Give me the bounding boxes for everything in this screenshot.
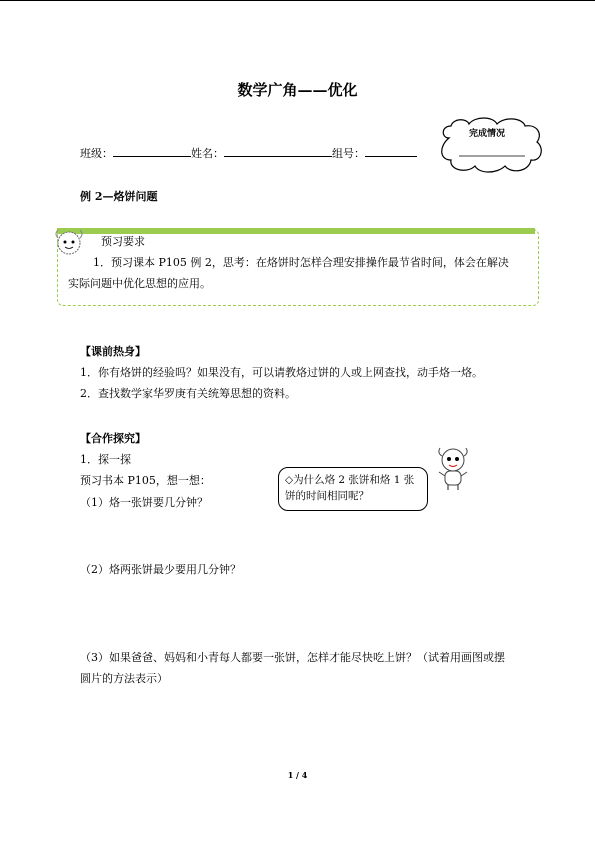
preview-line2: 实际问题中优化思想的应用。 <box>68 277 211 290</box>
top-rule <box>0 0 595 1</box>
explore-intro: 预习书本 P105，想一想： <box>80 474 211 487</box>
warmup-heading: 【课前热身】 <box>80 345 146 358</box>
page-number: 1 / 4 <box>287 770 308 780</box>
name-field[interactable] <box>224 145 332 157</box>
completion-label: 完成情况 <box>469 129 506 139</box>
class-label: 班级： <box>80 147 113 160</box>
warmup-item2: 2．查找数学家华罗庚有关统筹思想的资料。 <box>80 387 296 400</box>
sheep-mascot <box>435 446 471 495</box>
group-field[interactable] <box>365 145 417 157</box>
preview-line1: 1．预习课本 P105 例 2，思考：在烙饼时怎样合理安排操作最节省时间，体会在解决 <box>93 256 509 269</box>
page-title: 数学广角——优化 <box>237 81 358 99</box>
question-3-line1: （3）如果爸爸、妈妈和小青每人都要一张饼，怎样才能尽快吃上饼？（试着用画图或摆 <box>80 651 505 664</box>
warmup-item1: 1．你有烙饼的经验吗？如果没有，可以请教烙过饼的人或上网查找，动手烙一烙。 <box>80 366 483 379</box>
name-label: 姓名： <box>191 147 224 160</box>
group-label: 组号： <box>332 147 365 160</box>
sheep-icon <box>52 228 86 260</box>
example-heading: 例 2—烙饼问题 <box>80 190 158 203</box>
thought-bubble: ◇为什么烙 2 张饼和烙 1 张饼的时间相同呢？ <box>278 467 428 511</box>
preview-heading: 预习要求 <box>101 235 145 248</box>
explore-item1: 1．探一探 <box>80 453 131 466</box>
completion-cloud <box>437 116 547 176</box>
class-field[interactable] <box>113 145 191 157</box>
question-3-line2: 圆片的方法表示） <box>80 672 168 685</box>
explore-heading: 【合作探究】 <box>80 432 146 445</box>
student-info-line <box>80 145 417 161</box>
question-1: （1）烙一张饼要几分钟？ <box>80 496 208 509</box>
cloud-icon <box>437 116 547 176</box>
sheep-mascot-small <box>52 228 86 263</box>
sheep-icon <box>435 446 471 492</box>
question-2: （2）烙两张饼最少要用几分钟？ <box>80 563 241 576</box>
